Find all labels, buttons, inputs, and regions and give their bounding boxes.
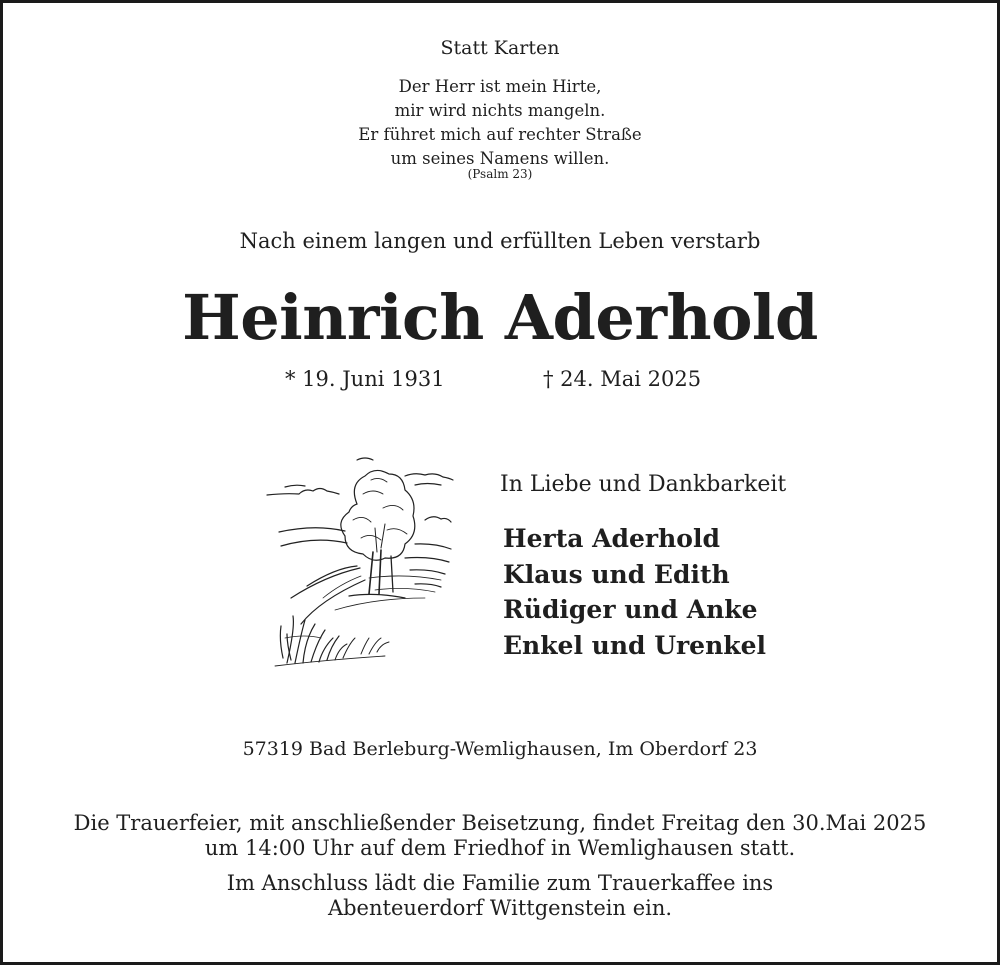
mourner-name: Herta Aderhold bbox=[503, 524, 720, 553]
afterward-info bbox=[3, 871, 997, 921]
funeral-line: Die Trauerfeier, mit anschließender Beisetzung, findet Freitag den 30.Mai 2025 bbox=[73, 811, 927, 835]
deceased-name: Heinrich Aderhold bbox=[182, 281, 818, 354]
funeral-info bbox=[3, 811, 997, 861]
verse-source: (Psalm 23) bbox=[467, 167, 533, 181]
psalm-verse bbox=[3, 75, 997, 171]
mourner-name: Klaus und Edith bbox=[503, 559, 730, 589]
verse-line: mir wird nichts mangeln. bbox=[394, 101, 606, 120]
mourner-name: Enkel und Urenkel bbox=[503, 630, 766, 660]
birth-date: * 19. Juni 1931 bbox=[285, 367, 445, 391]
intro-text: Nach einem langen und erfüllten Leben verstarb bbox=[239, 229, 761, 253]
verse-line: Er führet mich auf rechter Straße bbox=[358, 125, 642, 144]
mourner-name: Rüdiger und Anke bbox=[503, 595, 758, 624]
death-date: † 24. Mai 2025 bbox=[543, 367, 702, 391]
landscape-tree-illustration-icon bbox=[265, 448, 455, 673]
statt-karten-label: Statt Karten bbox=[440, 37, 560, 59]
mourners-list bbox=[503, 521, 766, 663]
verse-line: um seines Namens willen. bbox=[390, 149, 610, 168]
afterward-line: Im Anschluss lädt die Familie zum Trauerkaffee ins bbox=[226, 871, 774, 895]
afterward-line: Abenteuerdorf Wittgenstein ein. bbox=[327, 896, 673, 920]
address: 57319 Bad Berleburg-Wemlighausen, Im Oberdorf 23 bbox=[242, 738, 758, 760]
verse-line: Der Herr ist mein Hirte, bbox=[398, 77, 602, 96]
mourners-intro: In Liebe und Dankbarkeit bbox=[500, 472, 787, 497]
funeral-line: um 14:00 Uhr auf dem Friedhof in Wemlighausen statt. bbox=[204, 836, 796, 860]
